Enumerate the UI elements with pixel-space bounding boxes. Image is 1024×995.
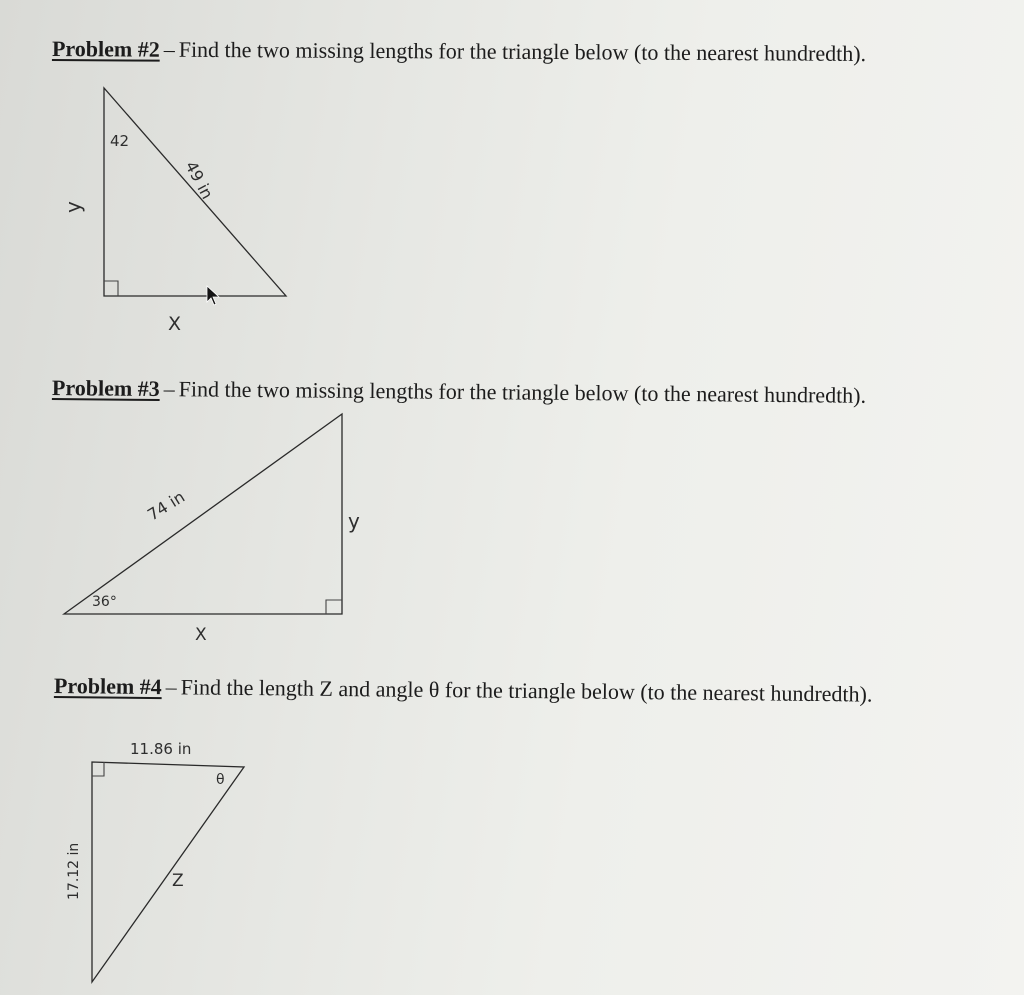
problem-4-right-angle-mark [92, 762, 104, 776]
problem-4-dash: – [165, 674, 177, 700]
problem-2-vertical-side-label: y [61, 201, 85, 213]
problem-3-text: Find the two missing lengths for the triangle below (to the nearest hundredth). [178, 376, 867, 408]
problem-2-label: Problem #2 [51, 36, 160, 62]
problem-4-angle-label: θ [216, 772, 225, 788]
problem-3-vertical-side-label: y [348, 509, 360, 533]
problem-2-angle-label: 42 [110, 132, 130, 150]
problem-4-label: Problem #4 [53, 673, 162, 700]
problem-4-left-side-label: 17.12 in [66, 842, 82, 900]
problem-3-hypotenuse-label: 74 in [144, 487, 189, 525]
problem-2-horizontal-side-label: X [168, 313, 182, 335]
problem-3-angle-label: 36° [92, 594, 117, 610]
problem-2-text: Find the two missing lengths for the triangle below (to the nearest hundredth). [178, 36, 867, 66]
problem-2-dash: – [163, 36, 175, 62]
problem-4-top-side-label: 11.86 in [130, 740, 192, 758]
problem-3-dash: – [163, 376, 175, 402]
problem-4-triangle-outline [92, 762, 244, 982]
problem-3-horizontal-side-label: X [195, 625, 207, 645]
problem-2-hypotenuse-label: 49 in [181, 157, 218, 203]
problem-3-label: Problem #3 [51, 375, 160, 402]
problem-4-text: Find the length Z and angle θ for the triangle below (to the nearest hundredth). [180, 674, 873, 707]
problem-4-hypotenuse-label: Z [172, 871, 184, 891]
